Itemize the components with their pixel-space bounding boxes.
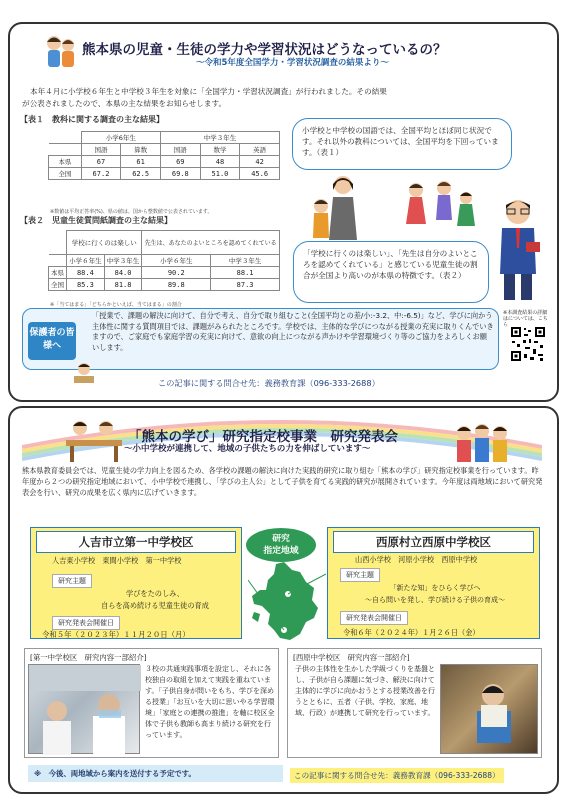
section1-contact: この記事に関する問合せ先：義務教育課（096-333-2688） xyxy=(158,378,380,388)
corner-cell xyxy=(49,231,67,255)
row-label: 全国 xyxy=(49,279,67,291)
cell: 45.6 xyxy=(240,168,280,180)
cell: 69 xyxy=(160,156,200,168)
col-header: 中学３年生 xyxy=(104,255,142,267)
section1-intro-line2: が公表されましたので、本県の主な結果をお知らせします。 xyxy=(22,99,227,108)
table-row xyxy=(49,279,280,291)
qr-code-icon[interactable] xyxy=(510,326,546,362)
col-header: 数学 xyxy=(200,144,240,156)
research-area-label: 研究 指定地域 xyxy=(246,528,316,562)
nishihara-theme: 「新たな知」をひらく学びへ 〜自ら問いを発し、学び続ける子供の育成〜 xyxy=(365,584,505,604)
cell: 62.5 xyxy=(121,168,161,180)
section2-contact: この記事に関する問合せ先：義務教育課（096-333-2688） xyxy=(290,768,504,783)
col-header: 算数 xyxy=(121,144,161,156)
classroom-desk-illustration xyxy=(64,416,124,470)
cell: 48 xyxy=(200,156,240,168)
row-label: 本県 xyxy=(49,267,67,279)
speech-bubble-survey: 「学校に行くのは楽しい」、「先生は自分のよいところを認めてくれている」と感じている児童生徒の割合が全国より高いのが本県の特徴です。（表２） xyxy=(293,241,489,303)
parents-message-text: 「授業で、課題の解決に向けて、自分で考え、自分で取り組むこと(全国平均との差/小:-3.2、中:-6.5)」など、学びに向かう主体性に関する質問項目では、課題がみられたところです。学校では、主体的な学びにつながる授業の充実に取りくんでいきますので、ご家庭でも家庭学習の充実に向けて、意欲の向上につながる声かけや学習環境づくり等のご協力をよろしくお願いします。 xyxy=(92,311,494,352)
cell: 42 xyxy=(240,156,280,168)
cell: 87.3 xyxy=(211,279,280,291)
cell: 51.0 xyxy=(200,168,240,180)
nishihara-report-text: 子供の主体性を生かした学級づくりを基盤とし、子供が自ら課題に気づき、解決に向けて主体的に学びに向かおうとする授業改善を行うとともに、五者（子供、学校、家庭、地域、行政）が連携して研究を行っています。 xyxy=(295,665,435,717)
table-row xyxy=(49,267,280,279)
nishihara-report-title: [西原中学校区 研究内容一部紹介] xyxy=(293,653,410,662)
cell: 85.3 xyxy=(67,279,105,291)
corner-cell xyxy=(49,255,67,267)
cell: 61 xyxy=(121,156,161,168)
section1-title: 熊本県の児童・生徒の学力や学習状況はどうなっているの？ xyxy=(82,42,447,58)
children-playing-illustration xyxy=(400,178,480,234)
cell: 89.8 xyxy=(142,279,211,291)
col-header: 国語 xyxy=(160,144,200,156)
table2-heading: 【表２ 児童生徒質問紙調査の主な結果】 xyxy=(20,216,172,225)
hitoyoshi-date: 令和５年（２０２３年）１１月２０日（月） xyxy=(42,630,190,639)
footer-note: ※ 今後、両地域から案内を送付する予定です。 xyxy=(28,765,283,782)
nishihara-date-label: 研究発表会開催日 xyxy=(340,611,408,625)
group-of-children-illustration xyxy=(452,421,512,469)
section2-subtitle: 〜小中学校が連携して、地域の子供たちの力を伸ばしています〜 xyxy=(124,444,371,454)
section2-intro: 熊本県教育委員会では、児童生徒の学力向上を図るため、各学校の課題の解決に向けた実践的研究に取り組む「熊本の学び」研究指定校事業を行っています。昨年度から２つの研究指定地域において、小中学校で連携し、「学びの主人公」として子供を育てる実践的研究が展開されています。今年度は両地域において研究発表会を行い、研究の成果を広く県内に広げていきます。 xyxy=(22,466,543,497)
hitoyoshi-district-name: 人吉市立第一中学校区 xyxy=(36,531,236,553)
col-header: 小学６年生 xyxy=(142,255,211,267)
q1-header: 学校に行くのは楽しい xyxy=(67,231,142,255)
cell: 84.0 xyxy=(104,267,142,279)
hitoyoshi-classroom-photo xyxy=(28,664,140,754)
cell: 88.4 xyxy=(67,267,105,279)
cell: 69.8 xyxy=(160,168,200,180)
nishihara-classroom-photo xyxy=(440,664,538,754)
nishihara-schools: 山西小学校 河原小学校 西原中学校 xyxy=(355,555,478,564)
corner-cell xyxy=(49,132,82,144)
table-row xyxy=(49,168,280,180)
table1-note: ※数値は平均正答率(%)、県の値は、国から整数値で公表されています。 xyxy=(50,209,213,215)
jhs-group-header: 中学３年生 xyxy=(160,132,279,144)
hitoyoshi-report-title: [第一中学校区 研究内容一部紹介] xyxy=(30,653,147,662)
hitoyoshi-date-label: 研究発表会開催日 xyxy=(52,616,120,630)
kumamoto-map-icon xyxy=(248,560,326,646)
hitoyoshi-schools: 人吉東小学校 東間小学校 第一中学校 xyxy=(52,556,182,565)
cell: 81.8 xyxy=(104,279,142,291)
parents-label: 保護者の皆様へ xyxy=(28,322,76,360)
hitoyoshi-theme-label: 研究主題 xyxy=(52,574,92,588)
section1-intro-line1: 本年４月に小学校６年生と中学校３年生を対象に「全国学力・学習状況調査」が行われました。その結果 xyxy=(30,87,387,96)
col-header: 国語 xyxy=(81,144,121,156)
nishihara-date: 令和６年（２０２４年）１月２６日（金） xyxy=(343,628,480,637)
qr-note: ※本調査結果の詳細はについては、こちら xyxy=(503,310,548,328)
row-label: 本県 xyxy=(49,156,82,168)
table2-note: ※「当てはまる」「どちらかといえば、当てはまる」の割合 xyxy=(50,302,182,308)
col-header: 小学６年生 xyxy=(67,255,105,267)
section2-title: 「熊本の学び」研究指定校事業 研究発表会 xyxy=(128,429,398,445)
table1-heading: 【表１ 教科に関する調査の主な結果】 xyxy=(20,115,164,124)
corner-cell xyxy=(49,144,82,156)
subject-results-table xyxy=(48,131,280,180)
cell: 90.2 xyxy=(142,267,211,279)
cell: 67.2 xyxy=(81,168,121,180)
hitoyoshi-report-text: ３校の共通実践事項を設定し、それに各校独自の取組を加えて実践を重ねています。「子供自身が問いをもち、学びを深める授業」「お互いを大切に思いやる学習環境」「家庭との連携の推進」を軸に校区全体で子供も教師も高まり続ける研究を行っています。 xyxy=(145,665,275,739)
speech-bubble-subjects: 小学校と中学校の国語では、全国平均とほぼ同じ状況です。それ以外の教科については、全国平均を下回っています。（表１） xyxy=(292,118,512,170)
survey-results-table xyxy=(48,230,280,291)
section1-subtitle: 〜令和5年度全国学力・学習状況調査の結果より〜 xyxy=(196,58,389,68)
mother-child-illustration xyxy=(305,172,365,246)
table-row xyxy=(49,156,280,168)
teacher-illustration xyxy=(490,196,546,308)
col-header: 中学３年生 xyxy=(211,255,280,267)
nishihara-theme-label: 研究主題 xyxy=(340,568,380,582)
cell: 67 xyxy=(81,156,121,168)
elem-group-header: 小学6年生 xyxy=(81,132,160,144)
writing-child-illustration xyxy=(72,362,96,388)
children-illustration xyxy=(45,33,77,69)
row-label: 全国 xyxy=(49,168,82,180)
nishihara-district-name: 西原村立西原中学校区 xyxy=(333,531,534,553)
q2-header: 先生は、あなたのよいところを認めてくれている xyxy=(142,231,280,255)
col-header: 英語 xyxy=(240,144,280,156)
cell: 88.1 xyxy=(211,267,280,279)
hitoyoshi-theme: 学びをたのしみ、 自らを高め続ける児童生徒の育成 xyxy=(101,589,209,610)
